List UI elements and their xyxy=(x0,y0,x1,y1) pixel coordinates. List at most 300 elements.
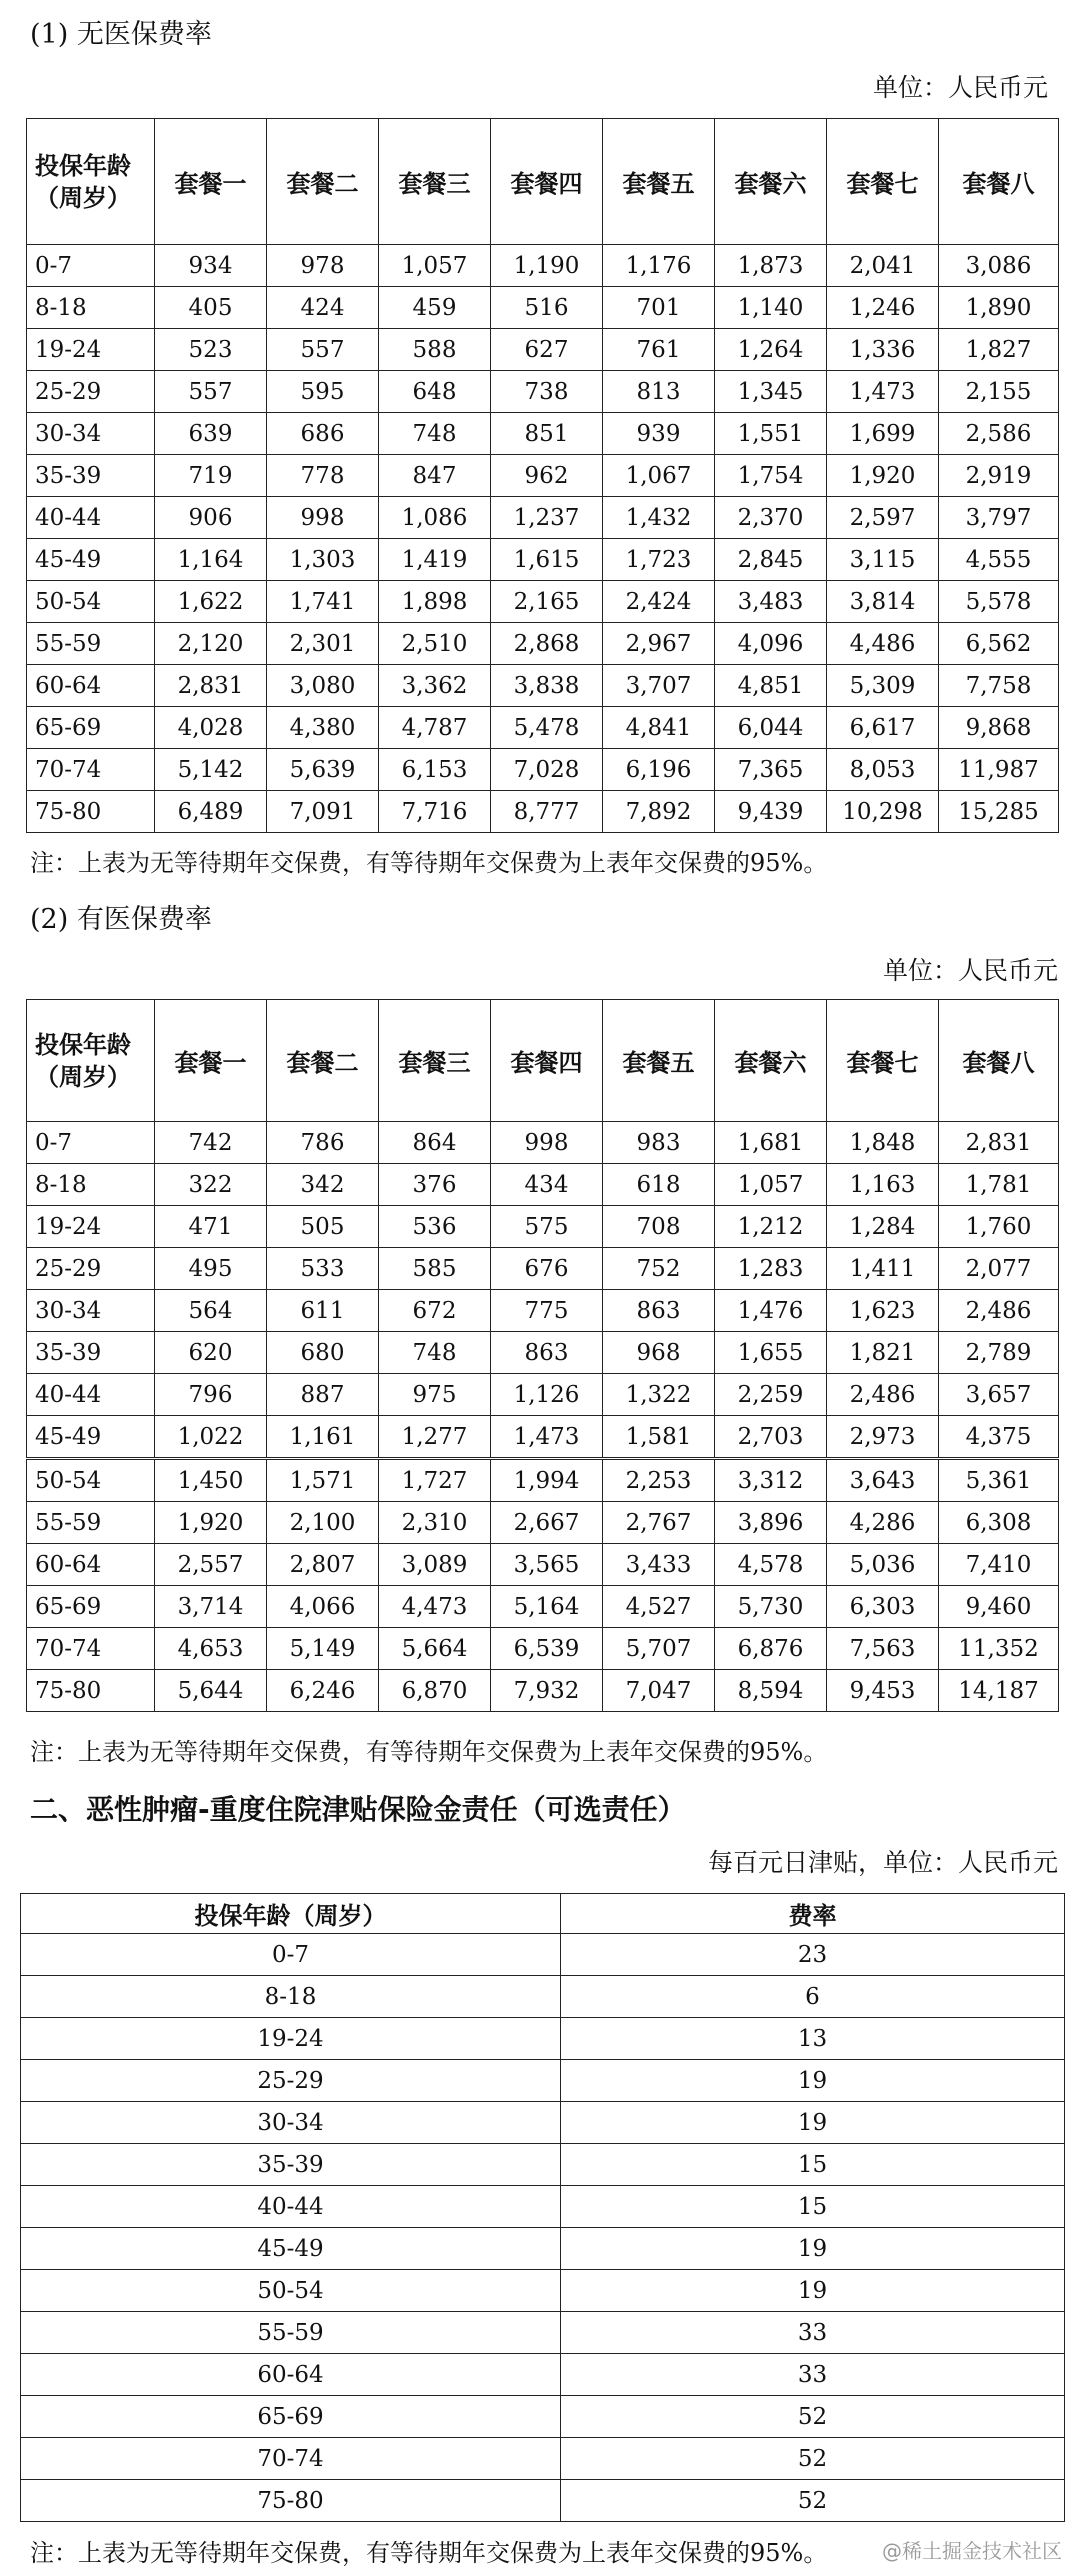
cell-value: 998 xyxy=(491,1122,603,1164)
section1-unit: 单位：人民币元 xyxy=(872,73,1048,102)
cell-age: 45-49 xyxy=(27,539,155,581)
cell-value: 1,450 xyxy=(155,1460,267,1502)
table-row xyxy=(27,1374,1059,1416)
cell-value: 10,298 xyxy=(827,791,939,833)
cell-value: 1,322 xyxy=(603,1374,715,1416)
cell-value: 778 xyxy=(267,455,379,497)
cell-age: 30-34 xyxy=(27,1290,155,1332)
cell-value: 4,555 xyxy=(939,539,1059,581)
table-row xyxy=(21,2354,1065,2396)
cell-value: 5,578 xyxy=(939,581,1059,623)
table-row xyxy=(27,1332,1059,1374)
cell-value: 2,259 xyxy=(715,1374,827,1416)
cell-value: 1,920 xyxy=(155,1502,267,1544)
cell-value: 1,920 xyxy=(827,455,939,497)
cell-age: 45-49 xyxy=(21,2228,561,2270)
cell-value: 8,594 xyxy=(715,1670,827,1712)
cell-value: 2,919 xyxy=(939,455,1059,497)
cell-age: 0-7 xyxy=(27,1122,155,1164)
table-row xyxy=(27,1248,1059,1290)
cell-value: 3,838 xyxy=(491,665,603,707)
cell-value: 3,797 xyxy=(939,497,1059,539)
cell-value: 7,028 xyxy=(491,749,603,791)
cell-value: 52 xyxy=(561,2396,1065,2438)
cell-value: 1,994 xyxy=(491,1460,603,1502)
header-plan-5: 套餐五 xyxy=(603,119,715,245)
cell-age: 50-54 xyxy=(21,2270,561,2312)
cell-value: 983 xyxy=(603,1122,715,1164)
cell-value: 786 xyxy=(267,1122,379,1164)
header-plan-4: 套餐四 xyxy=(491,1000,603,1122)
cell-value: 2,510 xyxy=(379,623,491,665)
table-row xyxy=(27,287,1059,329)
cell-age: 25-29 xyxy=(21,2060,561,2102)
cell-value: 4,578 xyxy=(715,1544,827,1586)
table-row xyxy=(27,1416,1059,1458)
cell-value: 1,615 xyxy=(491,539,603,581)
cell-value: 1,086 xyxy=(379,497,491,539)
cell-age: 19-24 xyxy=(27,329,155,371)
cell-value: 978 xyxy=(267,245,379,287)
header-plan-6: 套餐六 xyxy=(715,1000,827,1122)
cell-age: 40-44 xyxy=(21,2186,561,2228)
cell-value: 863 xyxy=(603,1290,715,1332)
table-row xyxy=(27,1164,1059,1206)
cell-value: 505 xyxy=(267,1206,379,1248)
header-age: 投保年龄（周岁） xyxy=(27,119,155,245)
cell-value: 2,767 xyxy=(603,1502,715,1544)
cell-value: 1,623 xyxy=(827,1290,939,1332)
table-header-row xyxy=(21,1894,1065,1934)
cell-value: 6,539 xyxy=(491,1628,603,1670)
cell-age: 19-24 xyxy=(27,1206,155,1248)
table-row xyxy=(27,1586,1059,1628)
cell-value: 1,821 xyxy=(827,1332,939,1374)
cell-value: 575 xyxy=(491,1206,603,1248)
section2-title: (2) 有医保费率 xyxy=(30,904,212,935)
cell-value: 15,285 xyxy=(939,791,1059,833)
cell-value: 5,478 xyxy=(491,707,603,749)
cell-value: 3,714 xyxy=(155,1586,267,1628)
cell-value: 6 xyxy=(561,1976,1065,2018)
cell-value: 4,066 xyxy=(267,1586,379,1628)
header-plan-6: 套餐六 xyxy=(715,119,827,245)
cell-value: 7,563 xyxy=(827,1628,939,1670)
cell-value: 4,473 xyxy=(379,1586,491,1628)
cell-value: 4,286 xyxy=(827,1502,939,1544)
cell-value: 6,044 xyxy=(715,707,827,749)
cell-value: 7,091 xyxy=(267,791,379,833)
cell-value: 748 xyxy=(379,413,491,455)
cell-value: 3,086 xyxy=(939,245,1059,287)
cell-value: 6,562 xyxy=(939,623,1059,665)
cell-value: 2,301 xyxy=(267,623,379,665)
cell-value: 748 xyxy=(379,1332,491,1374)
cell-value: 33 xyxy=(561,2354,1065,2396)
cell-value: 701 xyxy=(603,287,715,329)
cell-value: 52 xyxy=(561,2438,1065,2480)
cell-value: 1,283 xyxy=(715,1248,827,1290)
cell-value: 1,898 xyxy=(379,581,491,623)
cell-age: 55-59 xyxy=(27,623,155,665)
section3-unit: 每百元日津贴，单位：人民币元 xyxy=(707,1848,1058,1877)
cell-value: 564 xyxy=(155,1290,267,1332)
cell-age: 60-64 xyxy=(27,665,155,707)
table-row xyxy=(21,2270,1065,2312)
cell-value: 4,653 xyxy=(155,1628,267,1670)
cell-value: 7,047 xyxy=(603,1670,715,1712)
cell-value: 1,873 xyxy=(715,245,827,287)
cell-value: 1,237 xyxy=(491,497,603,539)
cell-value: 557 xyxy=(155,371,267,413)
cell-value: 1,723 xyxy=(603,539,715,581)
header-plan-4: 套餐四 xyxy=(491,119,603,245)
cell-value: 19 xyxy=(561,2060,1065,2102)
cell-value: 863 xyxy=(491,1332,603,1374)
cell-age: 8-18 xyxy=(21,1976,561,2018)
cell-value: 1,176 xyxy=(603,245,715,287)
cell-value: 2,486 xyxy=(939,1290,1059,1332)
table-row xyxy=(27,1628,1059,1670)
cell-value: 962 xyxy=(491,455,603,497)
cell-value: 3,080 xyxy=(267,665,379,707)
cell-value: 2,667 xyxy=(491,1502,603,1544)
table-row xyxy=(27,791,1059,833)
cell-value: 536 xyxy=(379,1206,491,1248)
cell-value: 738 xyxy=(491,371,603,413)
cell-value: 1,432 xyxy=(603,497,715,539)
cell-value: 686 xyxy=(267,413,379,455)
cell-value: 1,264 xyxy=(715,329,827,371)
header-plan-3: 套餐三 xyxy=(379,1000,491,1122)
table-row xyxy=(21,2186,1065,2228)
cell-value: 6,246 xyxy=(267,1670,379,1712)
header-plan-5: 套餐五 xyxy=(603,1000,715,1122)
table-row xyxy=(21,2228,1065,2270)
cell-value: 4,486 xyxy=(827,623,939,665)
cell-value: 1,622 xyxy=(155,581,267,623)
cell-value: 7,892 xyxy=(603,791,715,833)
table-row xyxy=(27,497,1059,539)
cell-age: 60-64 xyxy=(21,2354,561,2396)
cell-value: 2,424 xyxy=(603,581,715,623)
cell-value: 2,586 xyxy=(939,413,1059,455)
cell-age: 8-18 xyxy=(27,287,155,329)
cell-value: 2,165 xyxy=(491,581,603,623)
cell-value: 1,476 xyxy=(715,1290,827,1332)
table-row xyxy=(27,707,1059,749)
cell-value: 7,758 xyxy=(939,665,1059,707)
cell-value: 1,890 xyxy=(939,287,1059,329)
cell-value: 6,876 xyxy=(715,1628,827,1670)
cell-value: 2,370 xyxy=(715,497,827,539)
table-header-row xyxy=(27,1000,1059,1122)
cell-age: 75-80 xyxy=(27,791,155,833)
cell-value: 4,380 xyxy=(267,707,379,749)
cell-value: 1,022 xyxy=(155,1416,267,1458)
cell-value: 585 xyxy=(379,1248,491,1290)
cell-value: 864 xyxy=(379,1122,491,1164)
cell-value: 9,460 xyxy=(939,1586,1059,1628)
cell-value: 1,126 xyxy=(491,1374,603,1416)
table-row xyxy=(21,2102,1065,2144)
cell-value: 1,163 xyxy=(827,1164,939,1206)
cell-value: 1,741 xyxy=(267,581,379,623)
section1-note: 注：上表为无等待期年交保费，有等待期年交保费为上表年交保费的95%。 xyxy=(30,849,828,877)
table-row xyxy=(21,2312,1065,2354)
cell-value: 2,120 xyxy=(155,623,267,665)
cell-value: 611 xyxy=(267,1290,379,1332)
cell-age: 75-80 xyxy=(21,2480,561,2522)
header-plan-8: 套餐八 xyxy=(939,119,1059,245)
cell-value: 3,483 xyxy=(715,581,827,623)
table-row xyxy=(27,1502,1059,1544)
cell-value: 1,473 xyxy=(491,1416,603,1458)
cell-value: 6,489 xyxy=(155,791,267,833)
cell-value: 14,187 xyxy=(939,1670,1059,1712)
cell-value: 15 xyxy=(561,2186,1065,2228)
table-row xyxy=(27,1460,1059,1502)
cell-value: 13 xyxy=(561,2018,1065,2060)
cell-value: 2,486 xyxy=(827,1374,939,1416)
cell-value: 676 xyxy=(491,1248,603,1290)
cell-value: 1,336 xyxy=(827,329,939,371)
cell-value: 1,140 xyxy=(715,287,827,329)
cell-value: 4,527 xyxy=(603,1586,715,1628)
cell-value: 3,814 xyxy=(827,581,939,623)
cell-value: 3,896 xyxy=(715,1502,827,1544)
cell-value: 1,164 xyxy=(155,539,267,581)
cell-value: 4,841 xyxy=(603,707,715,749)
cell-value: 342 xyxy=(267,1164,379,1206)
cell-value: 557 xyxy=(267,329,379,371)
cell-value: 2,100 xyxy=(267,1502,379,1544)
section3-title: 二、恶性肿瘤-重度住院津贴保险金责任（可选责任） xyxy=(30,1793,686,1826)
cell-value: 1,754 xyxy=(715,455,827,497)
cell-value: 322 xyxy=(155,1164,267,1206)
cell-value: 19 xyxy=(561,2270,1065,2312)
cell-age: 50-54 xyxy=(27,581,155,623)
cell-value: 4,375 xyxy=(939,1416,1059,1458)
cell-value: 434 xyxy=(491,1164,603,1206)
premium-table-with-insurance-part2 xyxy=(26,1459,1059,1712)
cell-value: 998 xyxy=(267,497,379,539)
cell-value: 4,028 xyxy=(155,707,267,749)
cell-value: 3,312 xyxy=(715,1460,827,1502)
table-row xyxy=(27,1670,1059,1712)
cell-age: 30-34 xyxy=(27,413,155,455)
cell-value: 495 xyxy=(155,1248,267,1290)
cell-age: 65-69 xyxy=(27,1586,155,1628)
cell-value: 33 xyxy=(561,2312,1065,2354)
cell-age: 75-80 xyxy=(27,1670,155,1712)
cell-value: 620 xyxy=(155,1332,267,1374)
cell-value: 3,643 xyxy=(827,1460,939,1502)
cell-value: 3,657 xyxy=(939,1374,1059,1416)
cell-value: 471 xyxy=(155,1206,267,1248)
watermark: @稀土掘金技术社区 xyxy=(882,2539,1062,2563)
cell-value: 3,707 xyxy=(603,665,715,707)
cell-value: 6,308 xyxy=(939,1502,1059,1544)
cell-age: 65-69 xyxy=(27,707,155,749)
cell-age: 8-18 xyxy=(27,1164,155,1206)
table-row xyxy=(27,581,1059,623)
cell-value: 588 xyxy=(379,329,491,371)
cell-value: 6,617 xyxy=(827,707,939,749)
cell-value: 5,639 xyxy=(267,749,379,791)
cell-value: 1,571 xyxy=(267,1460,379,1502)
cell-age: 55-59 xyxy=(27,1502,155,1544)
cell-value: 934 xyxy=(155,245,267,287)
cell-value: 1,655 xyxy=(715,1332,827,1374)
cell-value: 523 xyxy=(155,329,267,371)
cell-value: 1,057 xyxy=(715,1164,827,1206)
premium-table-no-insurance xyxy=(26,118,1059,833)
cell-value: 5,036 xyxy=(827,1544,939,1586)
cell-value: 7,716 xyxy=(379,791,491,833)
cell-value: 939 xyxy=(603,413,715,455)
table-row xyxy=(27,455,1059,497)
table-row xyxy=(27,749,1059,791)
cell-value: 2,831 xyxy=(939,1122,1059,1164)
cell-age: 25-29 xyxy=(27,1248,155,1290)
cell-value: 1,212 xyxy=(715,1206,827,1248)
cell-value: 887 xyxy=(267,1374,379,1416)
cell-value: 4,787 xyxy=(379,707,491,749)
cell-value: 627 xyxy=(491,329,603,371)
cell-age: 70-74 xyxy=(27,749,155,791)
cell-value: 1,581 xyxy=(603,1416,715,1458)
cell-value: 3,565 xyxy=(491,1544,603,1586)
cell-age: 0-7 xyxy=(27,245,155,287)
header-plan-1: 套餐一 xyxy=(155,119,267,245)
cell-value: 4,851 xyxy=(715,665,827,707)
cell-value: 9,453 xyxy=(827,1670,939,1712)
cell-value: 3,362 xyxy=(379,665,491,707)
cell-value: 533 xyxy=(267,1248,379,1290)
header-plan-1: 费率 xyxy=(561,1894,1065,1934)
cell-value: 1,067 xyxy=(603,455,715,497)
table-row xyxy=(27,1206,1059,1248)
cell-value: 2,845 xyxy=(715,539,827,581)
cell-value: 9,439 xyxy=(715,791,827,833)
cell-value: 7,365 xyxy=(715,749,827,791)
cell-value: 2,310 xyxy=(379,1502,491,1544)
header-plan-7: 套餐七 xyxy=(827,1000,939,1122)
cell-value: 1,848 xyxy=(827,1122,939,1164)
cell-age: 40-44 xyxy=(27,1374,155,1416)
cell-value: 6,153 xyxy=(379,749,491,791)
cell-value: 1,303 xyxy=(267,539,379,581)
cell-value: 1,551 xyxy=(715,413,827,455)
table-row xyxy=(21,2060,1065,2102)
table-row xyxy=(21,1976,1065,2018)
cell-value: 3,433 xyxy=(603,1544,715,1586)
cell-value: 459 xyxy=(379,287,491,329)
table-row xyxy=(27,1290,1059,1332)
cell-value: 6,303 xyxy=(827,1586,939,1628)
cell-value: 5,730 xyxy=(715,1586,827,1628)
cell-value: 9,868 xyxy=(939,707,1059,749)
cell-age: 55-59 xyxy=(21,2312,561,2354)
section2-unit: 单位：人民币元 xyxy=(882,956,1058,985)
cell-value: 672 xyxy=(379,1290,491,1332)
cell-value: 52 xyxy=(561,2480,1065,2522)
cell-value: 5,149 xyxy=(267,1628,379,1670)
cell-value: 23 xyxy=(561,1934,1065,1976)
cell-age: 70-74 xyxy=(21,2438,561,2480)
cell-value: 5,664 xyxy=(379,1628,491,1670)
table-row xyxy=(27,539,1059,581)
cell-value: 2,789 xyxy=(939,1332,1059,1374)
cell-value: 19 xyxy=(561,2228,1065,2270)
cell-value: 1,277 xyxy=(379,1416,491,1458)
cell-age: 65-69 xyxy=(21,2396,561,2438)
cell-value: 1,411 xyxy=(827,1248,939,1290)
cell-age: 30-34 xyxy=(21,2102,561,2144)
cell-value: 5,644 xyxy=(155,1670,267,1712)
cell-value: 5,164 xyxy=(491,1586,603,1628)
cell-value: 1,345 xyxy=(715,371,827,413)
table-row xyxy=(21,2018,1065,2060)
header-plan-7: 套餐七 xyxy=(827,119,939,245)
table-row xyxy=(27,329,1059,371)
cell-value: 2,041 xyxy=(827,245,939,287)
tumor-allowance-rate-table xyxy=(20,1893,1065,2522)
section2-note: 注：上表为无等待期年交保费，有等待期年交保费为上表年交保费的95%。 xyxy=(30,1738,828,1766)
table-row xyxy=(27,665,1059,707)
cell-age: 0-7 xyxy=(21,1934,561,1976)
cell-age: 19-24 xyxy=(21,2018,561,2060)
cell-value: 1,161 xyxy=(267,1416,379,1458)
cell-value: 1,057 xyxy=(379,245,491,287)
cell-value: 595 xyxy=(267,371,379,413)
cell-value: 19 xyxy=(561,2102,1065,2144)
section1-title: (1) 无医保费率 xyxy=(30,19,212,50)
cell-value: 851 xyxy=(491,413,603,455)
premium-table-with-insurance-part1 xyxy=(26,999,1059,1458)
cell-value: 3,089 xyxy=(379,1544,491,1586)
cell-value: 618 xyxy=(603,1164,715,1206)
cell-value: 1,419 xyxy=(379,539,491,581)
header-plan-2: 套餐二 xyxy=(267,119,379,245)
cell-value: 719 xyxy=(155,455,267,497)
section3-note: 注：上表为无等待期年交保费，有等待期年交保费为上表年交保费的95%。 xyxy=(30,2539,828,2567)
cell-value: 752 xyxy=(603,1248,715,1290)
cell-value: 796 xyxy=(155,1374,267,1416)
table-row xyxy=(21,1934,1065,1976)
cell-value: 424 xyxy=(267,287,379,329)
cell-age: 35-39 xyxy=(21,2144,561,2186)
cell-age: 70-74 xyxy=(27,1628,155,1670)
cell-value: 639 xyxy=(155,413,267,455)
cell-value: 813 xyxy=(603,371,715,413)
cell-value: 15 xyxy=(561,2144,1065,2186)
cell-value: 1,246 xyxy=(827,287,939,329)
cell-value: 648 xyxy=(379,371,491,413)
table-header-row xyxy=(27,119,1059,245)
cell-value: 11,352 xyxy=(939,1628,1059,1670)
cell-value: 8,053 xyxy=(827,749,939,791)
cell-value: 4,096 xyxy=(715,623,827,665)
table-row xyxy=(21,2144,1065,2186)
cell-value: 376 xyxy=(379,1164,491,1206)
table-row xyxy=(27,1544,1059,1586)
cell-value: 516 xyxy=(491,287,603,329)
cell-age: 25-29 xyxy=(27,371,155,413)
cell-value: 5,142 xyxy=(155,749,267,791)
cell-value: 3,115 xyxy=(827,539,939,581)
